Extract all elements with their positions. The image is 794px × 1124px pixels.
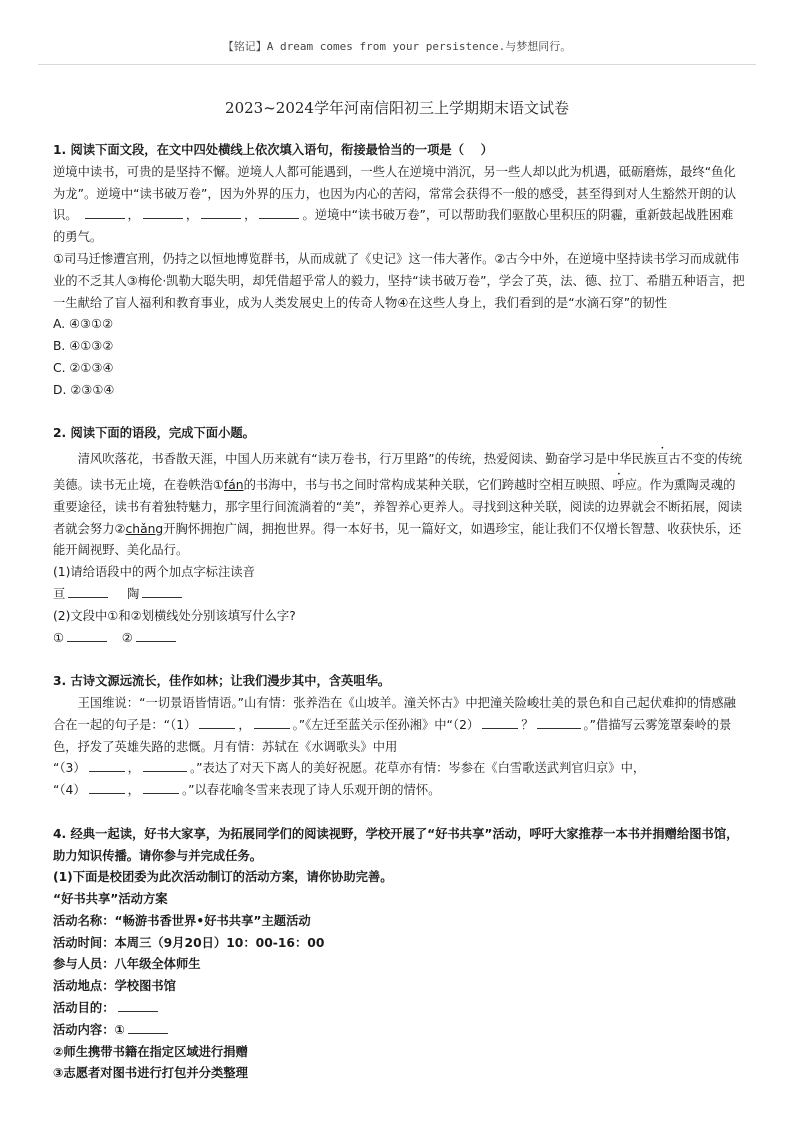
q2-dotted-char-2: 呼 (612, 477, 625, 492)
q3-comma: ， (127, 761, 140, 776)
page-header: 【铭记】A dream comes from your persistence.与梦想同行。 (222, 40, 572, 53)
q3-text: 。”以春花喻冬雪来表现了诗人乐观开朗的情怀。 (181, 783, 441, 798)
q4-content-item-3: ③志愿者对图书进行打包并分类整理 (53, 1066, 248, 1081)
q2-passage (53, 445, 745, 562)
q3-passage (53, 693, 745, 758)
q4-location: 活动地点：学校图书馆 (53, 979, 176, 994)
q2-sub2-blank-1[interactable] (67, 629, 107, 642)
q1-blank-3[interactable] (201, 206, 241, 219)
q2-sub2-answers (53, 628, 745, 650)
spacer (53, 802, 745, 824)
q3-blank-4a[interactable] (89, 781, 125, 794)
q1-options-text: ①司马迁惨遭宫刑，仍持之以恒地博览群书，从而成就了《史记》这一伟大著作。②古今中外，在逆境中坚持读书学习而成就伟业的不乏其人③梅伦·凯勒大聪失明，却凭借超乎常人的毅力，坚持“读书破万卷”，学会了英，法、德、拉丁、希腊五种语言，把一生献给了盲人福利和教育事业，成为人类发展史上的传奇人物④在这些人身上，我们看到的是“水滴石穿”的韧性 (53, 251, 745, 310)
q2-text: 的书海中，书与书之间时常构成某种关联，它们跨越时空相互映照、 (243, 477, 613, 492)
q3-title: 3. 古诗文源远流长，佳作如林；让我们漫步其中，含英咀华。 (53, 674, 391, 689)
q4-sub1: (1)下面是校团委为此次活动制订的活动方案，请你协助完善。 (53, 870, 393, 885)
q1-choice-a[interactable]: A. ④③①② (53, 317, 114, 332)
q2-sub1-blank-b[interactable] (142, 585, 182, 598)
q2-text: 古不变的传统美德。读书无止境，在卷帙浩① (53, 452, 743, 492)
q3-line-3 (53, 758, 745, 780)
q3-text: 。”《左迁至蓝关示侄孙湘》中“（2） (292, 717, 480, 732)
q3-blank-2a[interactable] (482, 716, 518, 729)
q4-plan-title: “好书共享”活动方案 (53, 892, 168, 907)
q4-activity-time: 活动时间：本周三（9月20日）10：00-16：00 (53, 935, 325, 950)
q3-blank-2b[interactable] (537, 716, 581, 729)
q2-sub1: (1)请给语段中的两个加点字标注读音 (53, 565, 255, 580)
q4-content-item-2: ②师生携带书籍在指定区域进行捐赠 (53, 1044, 248, 1059)
page-title: 2023~2024学年河南信阳初三上学期期末语文试卷 (225, 99, 569, 117)
q1-blank-1[interactable] (85, 206, 125, 219)
q1-title: 1. 阅读下面文段，在文中四处横线上依次填入语句，衔接最恰当的一项是（ ） (53, 143, 493, 157)
q4-title: 4. 经典一起读，好书大家享，为拓展同学们的阅读视野，学校开展了“好书共享”活动，呼吁大家推荐一本书并捐赠给图书馆，助力知识传播。请你参与并完成任务。 (53, 826, 739, 863)
header-divider (38, 64, 756, 65)
q2-sub1-answers (53, 584, 745, 606)
q2-sub2-label-1: ① (53, 630, 65, 645)
exam-content (53, 140, 745, 1085)
q1-blank-4[interactable] (259, 206, 299, 219)
q2-title: 2. 阅读下面的语段，完成下面小题。 (53, 426, 255, 441)
q1-sep: ， (127, 208, 140, 223)
q2-sub1-label-b: 陶 (126, 586, 140, 601)
q1-passage-text: 逆境中读书，可贵的是坚持不懈。逆境人人都可能遇到，一些人在逆境中消沉，另一些人却以此为机遇，砥砺磨炼，最终“鱼化为龙”。逆境中“读书破万卷”，因为外界的压力，也因为内心的苦闷，常常会获得不一般的感受，甚至得到对人生豁然开朗的认识。 (53, 164, 737, 223)
q4-goal-label: 活动目的： (53, 1001, 115, 1016)
q2-text: 应。作为熏陶灵魂的重要途径，读书有着独特魅力，那字里行间流淌着的“美”，养智养心更养人。寻找到这种关联，阅读的边界就会不断拓展，阅读者就会努力② (53, 477, 743, 536)
q1-sep: ， (244, 208, 257, 223)
q2-text: 开胸怀拥抱广阔，拥抱世界。得一本好书，见一篇好文，如遇珍宝，能让我们不仅增长智慧、收获快乐，还能开阔视野、美化品行。 (53, 521, 742, 558)
q1-passage-end: 。逆境中“读书破万卷”，可以帮助我们驱散心里积压的阴霾，重新鼓起战胜困难的勇气。 (53, 208, 734, 245)
q3-text: “（4） (53, 783, 86, 798)
q2-sub2-label-2: ② (121, 630, 133, 645)
q3-blank-1a[interactable] (199, 716, 235, 729)
q1-passage (53, 162, 745, 249)
q2-sub2-blank-2[interactable] (136, 629, 176, 642)
q4-content-blank[interactable] (128, 1021, 168, 1034)
q2-text: 清风吹落花，书香散天涯，中国人历来就有“读万卷书，行万里路”的传统，热爱阅读、勤奋学习是中华民族 (77, 452, 656, 467)
q1-choice-d[interactable]: D. ②③①④ (53, 382, 115, 397)
q4-activity-name: 活动名称：“畅游书香世界•好书共享”主题活动 (53, 913, 311, 928)
q4-content (53, 1020, 745, 1042)
q4-goal-blank[interactable] (118, 999, 158, 1012)
q4-content-label: 活动内容：① (53, 1022, 125, 1037)
q3-blank-3b[interactable] (143, 759, 187, 772)
q3-text: ？ (521, 717, 534, 732)
q1-choice-b[interactable]: B. ④①③② (53, 339, 114, 354)
q4-goal (53, 998, 745, 1020)
q3-line-4 (53, 780, 745, 802)
q2-dotted-char-1: 亘 (656, 452, 669, 467)
q3-comma: ， (127, 783, 140, 798)
q2-sub1-label-a: 亘 (53, 586, 66, 601)
q2-sub1-blank-a[interactable] (68, 585, 108, 598)
q2-underlined-pinyin-2: chǎng (125, 521, 164, 536)
q3-text: 王国维说：“一切景语皆情语。”山有情：张养浩在《山坡羊。潼关怀古》中把潼关险峻壮美的景色和自己起伏难抑的情感融合在一起的句子是：“（1） (53, 695, 736, 732)
q1-choice-c[interactable]: C. ②①③④ (53, 360, 114, 375)
q3-blank-3a[interactable] (89, 759, 125, 772)
q2-underlined-pinyin-1: fán (223, 477, 244, 492)
q3-comma: ， (238, 717, 251, 732)
spacer (53, 402, 745, 424)
q3-blank-4b[interactable] (143, 781, 179, 794)
q1-blank-2[interactable] (143, 206, 183, 219)
q3-text: 。”表达了对天下离人的美好祝愿。花草亦有情：岑参在《白雪歌送武判官归京》中， (189, 761, 646, 776)
q4-participants: 参与人员：八年级全体师生 (53, 957, 201, 972)
q3-text: “（3） (53, 761, 86, 776)
q2-sub2: (2)文段中①和②划横线处分别该填写什么字? (53, 608, 296, 623)
q1-sep: ， (185, 208, 199, 223)
q3-text: 。”借描写云雾笼罩秦岭的景色，抒发了英雄失路的悲慨。月有情：苏轼在《水调歌头》中用 (53, 717, 732, 754)
q3-blank-1b[interactable] (254, 716, 290, 729)
spacer (53, 649, 745, 671)
